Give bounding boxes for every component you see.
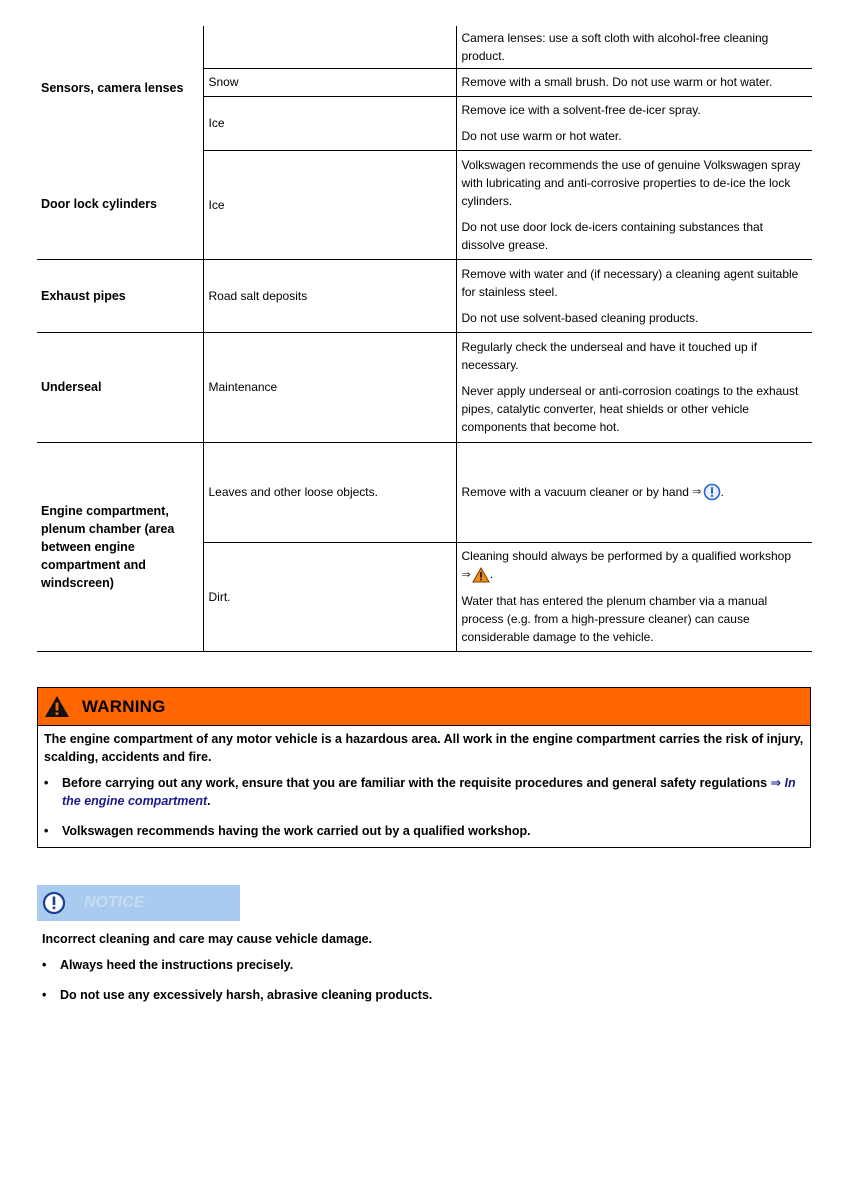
bullet-dot: • [44,776,49,790]
bullet-dot: • [42,988,47,1002]
warning-triangle-icon [44,695,70,718]
warning-bullet-2-text: Volkswagen recommends having the work carried out by a qualified workshop. [62,824,531,838]
action-ice-1: Remove ice with a solvent-free de-icer spray. [461,103,701,117]
link-label: In the engine compartment [62,776,796,808]
period: . [207,794,211,808]
action-exhaust [456,259,812,332]
notice-title: NOTICE [84,894,145,911]
action-dirt-1 [462,547,808,584]
warning-box [37,687,811,848]
part-door-lock: Door lock cylinders [37,150,203,259]
condition-maintenance: Maintenance [203,332,456,442]
arrow-icon: ⇒ [770,776,782,790]
notice-icon [42,891,66,915]
notice-bullet [42,986,805,1004]
condition-snow: Snow [203,68,456,96]
period: . [720,484,724,499]
notice-bullet [42,956,805,974]
action-dirt-2: Water that has entered the plenum chamber via a manual process (e.g. from a high-pressure cleaner) can cause considerable damage to the vehicle. [461,593,768,644]
action-dirt-1-text: Cleaning should always be performed by a qualified workshop [461,549,792,564]
warning-body [38,726,810,840]
warning-title: WARNING [82,696,166,716]
bullet-dot: • [44,824,49,838]
part-exhaust: Exhaust pipes [37,259,203,332]
arrow-icon: ⇒ [692,486,702,499]
warning-bullet-text [62,774,804,810]
action-leaves-text: Remove with a vacuum cleaner or by hand [461,484,689,499]
action-door-2: Do not use door lock de-icers containing substances that dissolve grease. [461,219,764,252]
part-sensors: Sensors, camera lenses [41,81,184,95]
notice-icon [703,483,721,501]
notice-content [37,926,811,1004]
cell-empty [203,26,456,68]
part-underseal: Underseal [37,332,203,442]
notice-bullet-1-text: Always heed the instructions precisely. [60,958,294,972]
action-ice-2: Do not use warm or hot water. [461,129,622,143]
notice-reference[interactable] [692,483,720,501]
action-ice [456,96,812,150]
warning-bullet [44,822,804,840]
condition-road-salt: Road salt deposits [203,259,456,332]
action-underseal [456,332,812,442]
action-door-1: Volkswagen recommends the use of genuine Volkswagen spray with lubricating and anti-corrosive properties to de-ice the lock cylinders. [461,157,801,208]
warning-intro: The engine compartment of any motor vehicle is a hazardous area. All work in the engine compartment carries the risk of injury, scalding, accidents and fire. [44,732,804,764]
action-camera-lenses: Camera lenses: use a soft cloth with alcohol-free cleaning product. [456,26,812,68]
action-snow: Remove with a small brush. Do not use warm or hot water. [456,68,812,96]
condition-door-ice: Ice [203,150,456,259]
bullet-dot: • [42,958,47,972]
notice-header [37,885,240,921]
notice-bullet-2-text: Do not use any excessively harsh, abrasive cleaning products. [60,988,433,1002]
part-engine-compartment: Engine compartment, plenum chamber (area between engine compartment and windscreen) [37,442,203,651]
notice-intro: Incorrect cleaning and care may cause vehicle damage. [42,932,373,946]
warning-bullet [44,774,804,810]
action-underseal-2: Never apply underseal or anti-corrosion coatings to the exhaust pipes, catalytic converter, heat shields or other vehicle components that become hot. [461,384,799,434]
condition-leaves: Leaves and other loose objects. [203,442,456,542]
action-underseal-1: Regularly check the underseal and have it touched up if necessary. [461,340,758,372]
action-leaves [456,442,812,542]
condition-dirt: Dirt. [203,542,456,651]
action-dirt [456,542,812,651]
notice-body [37,926,811,1016]
cleaning-table [37,26,812,652]
action-exhaust-1: Remove with water and (if necessary) a cleaning agent suitable for stainless steel. [461,266,799,299]
action-exhaust-2: Do not use solvent-based cleaning products. [461,310,699,325]
warning-header [38,688,810,726]
action-door [456,150,812,259]
condition-ice: Ice [203,96,456,150]
warning-triangle-icon [472,567,490,583]
warning-bullet-1-text: Before carrying out any work, ensure that you are familiar with the requisite procedures and general safety regulations [62,776,768,790]
period: . [489,567,494,582]
arrow-icon: ⇒ [461,568,471,581]
warning-reference[interactable] [462,566,490,584]
